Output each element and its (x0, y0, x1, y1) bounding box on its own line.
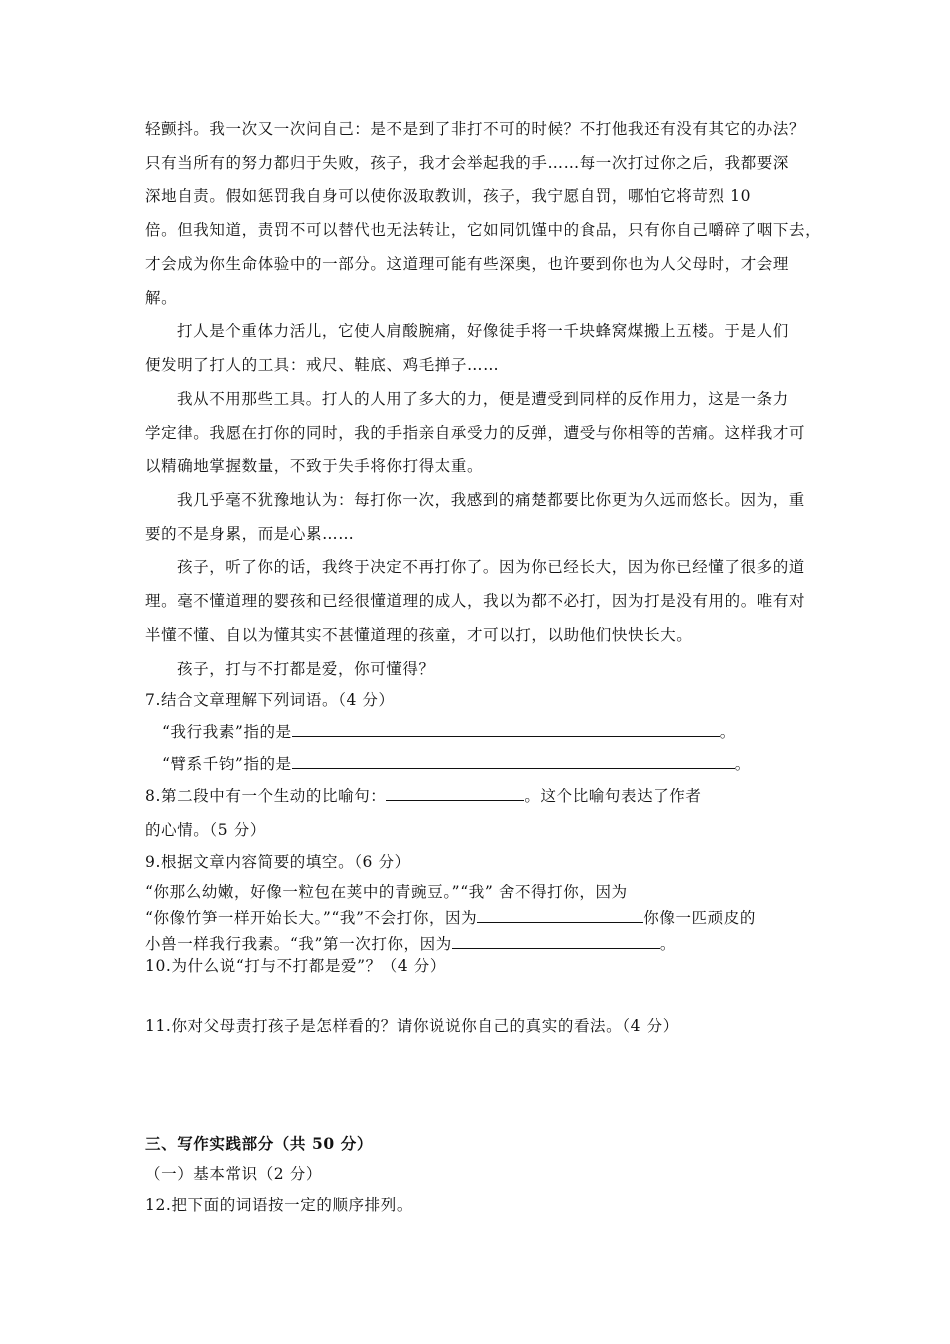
question-7b-end: 。 (734, 755, 751, 773)
passage-line: 以精确地掌握数量，不致于失手将你打得太重。 (145, 457, 484, 475)
question-9-line3-label: 小兽一样我行我素。“我”第一次打你，因为 (145, 935, 452, 953)
passage-line: 我从不用那些工具。打人的人用了多大的力，便是遭受到同样的反作用力，这是一条力 (177, 390, 789, 408)
question-7-title: 7.结合文章理解下列词语。（4 分） (145, 691, 395, 709)
answer-blank-9b[interactable] (452, 934, 660, 949)
question-9-line2 (145, 908, 815, 928)
passage-line: 倍。但我知道，责罚不可以替代也无法转让，它如同饥馑中的食品，只有你自己嚼碎了咽下去， (145, 221, 822, 239)
question-9-line3-end: 。 (659, 935, 676, 953)
question-11-title: 11.你对父母责打孩子是怎样看的？请你说说你自己的真实的看法。（4 分） (145, 1017, 679, 1035)
answer-blank-8[interactable] (386, 786, 524, 801)
question-9-line2-end: 你像一匹顽皮的 (643, 909, 756, 927)
passage-line: 才会成为你生命体验中的一部分。这道理可能有些深奥，也许要到你也为人父母时，才会理 (145, 255, 790, 273)
question-7a-label: “我行我素”指的是 (162, 723, 292, 741)
passage-line: 理。毫不懂道理的婴孩和已经很懂道理的成人，我以为都不必打，因为打是没有用的。唯有对 (145, 592, 806, 610)
section-3-subheading: （一）基本常识（2 分） (145, 1165, 322, 1183)
question-7b-label: “臂系千钧”指的是 (162, 755, 292, 773)
question-8-line2: 的心情。（5 分） (145, 821, 266, 839)
passage-line: 便发明了打人的工具：戒尺、鞋底、鸡毛掸子…… (145, 356, 500, 374)
passage-line: 解。 (145, 289, 178, 307)
question-7a (162, 722, 832, 742)
answer-blank-7b[interactable] (292, 754, 735, 769)
passage-line: 我几乎毫不犹豫地认为：每打你一次，我感到的痛楚都要比你更为久远而悠长。因为，重 (177, 491, 805, 509)
passage-line: 打人是个重体力活儿，它使人肩酸腕痛，好像徒手将一千块蜂窝煤搬上五楼。于是人们 (177, 322, 789, 340)
question-9-line2-label: “你像竹笋一样开始长大。”“我”不会打你，因为 (145, 909, 478, 927)
passage-line: 要的不是身累，而是心累…… (145, 525, 355, 543)
question-9-line3 (145, 934, 815, 954)
question-10-title: 10.为什么说“打与不打都是爱”？（4 分） (145, 957, 446, 975)
question-8 (145, 786, 815, 806)
answer-blank-9a[interactable] (477, 908, 643, 923)
question-7b (162, 754, 832, 774)
passage-line: 轻颤抖。我一次又一次问自己：是不是到了非打不可的时候？不打他我还有没有其它的办法？ (145, 120, 806, 138)
passage-line: 只有当所有的努力都归于失败，孩子，我才会举起我的手……每一次打过你之后，我都要深 (145, 154, 790, 172)
passage-line: 半懂不懂、自以为懂其实不甚懂道理的孩童，才可以打，以助他们快快长大。 (145, 626, 693, 644)
passage-line: 孩子，听了你的话，我终于决定不再打你了。因为你已经长大，因为你已经懂了很多的道 (177, 558, 805, 576)
question-9-title: 9.根据文章内容简要的填空。（6 分） (145, 853, 411, 871)
passage-line: 学定律。我愿在打你的同时，我的手指亲自承受力的反弹，遭受与你相等的苦痛。这样我才可 (145, 424, 806, 442)
question-8-label: 8.第二段中有一个生动的比喻句： (145, 787, 387, 805)
question-12-title: 12.把下面的词语按一定的顺序排列。 (145, 1196, 413, 1214)
answer-blank-7a[interactable] (292, 722, 720, 737)
question-9-line1: “你那么幼嫩，好像一粒包在荚中的青豌豆。”“我” 舍不得打你，因为 (145, 883, 628, 901)
passage-line: 深地自责。假如惩罚我自身可以使你汲取教训，孩子，我宁愿自罚，哪怕它将苛烈 10 (145, 187, 752, 205)
question-7a-end: 。 (719, 723, 736, 741)
question-8-middle: 。这个比喻句表达了作者 (524, 787, 702, 805)
passage-line: 孩子，打与不打都是爱，你可懂得？ (177, 660, 435, 678)
section-3-heading: 三、写作实践部分（共 50 分） (145, 1134, 373, 1153)
